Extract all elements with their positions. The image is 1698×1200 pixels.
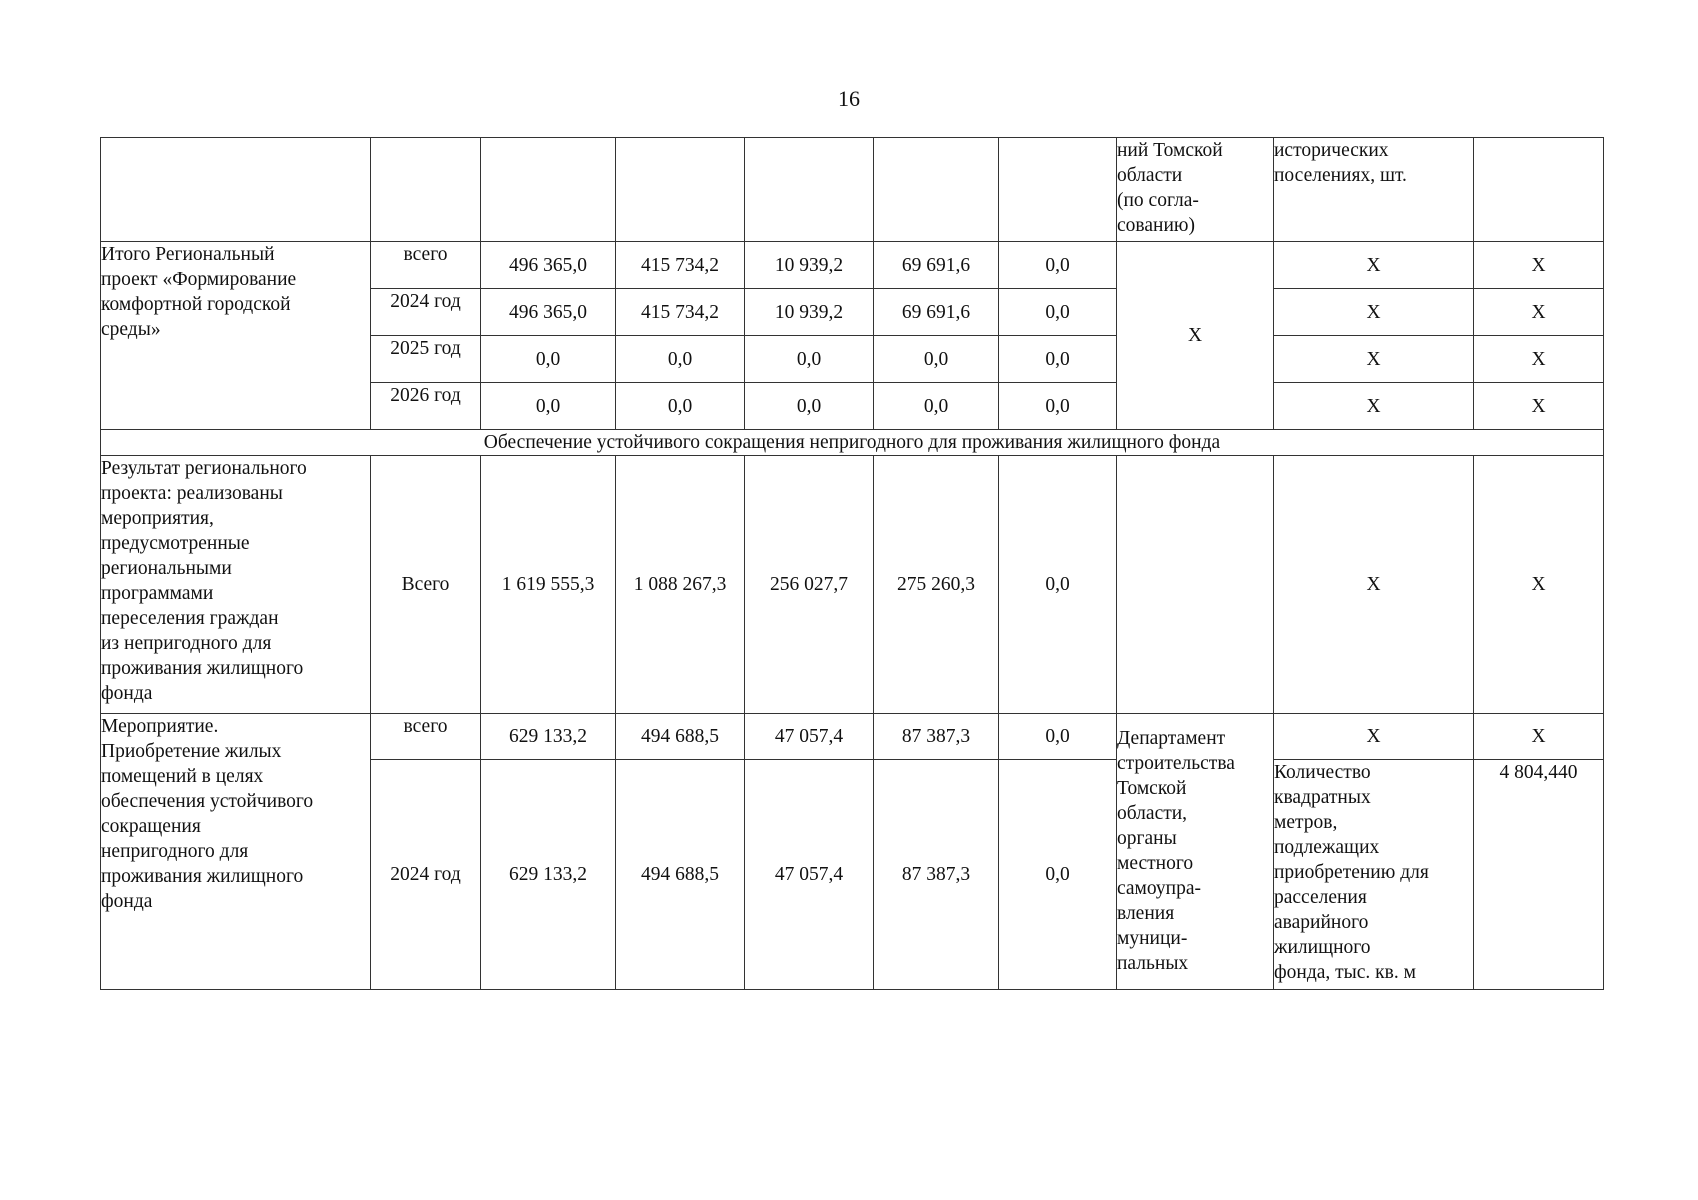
value-cell: 0,0	[999, 383, 1117, 430]
value-cell: 0,0	[481, 336, 616, 383]
total-row-all	[101, 242, 1604, 289]
period-cell: 2024 год	[371, 289, 481, 336]
value-cell: 0,0	[616, 383, 745, 430]
page-number: 16	[838, 86, 860, 111]
measure-name: Мероприятие. Приобретение жилых помещений в целях обеспечения устойчивого сокращения непригодного для проживания жилищного фонда	[101, 714, 371, 990]
period-cell: Всего	[371, 456, 481, 714]
value-cell: 275 260,3	[874, 456, 999, 714]
value-cell: 87 387,3	[874, 760, 999, 990]
indicator-value-cell: 4 804,440	[1474, 760, 1604, 990]
value-cell: 1 088 267,3	[616, 456, 745, 714]
indicator-value-cell: X	[1474, 242, 1604, 289]
program-table	[100, 137, 1604, 990]
section-title: Обеспечение устойчивого сокращения непригодного для проживания жилищного фонда	[101, 430, 1604, 456]
result-row	[101, 456, 1604, 714]
indicator-value-cell: X	[1474, 383, 1604, 430]
value-cell: 69 691,6	[874, 289, 999, 336]
period-cell: всего	[371, 242, 481, 289]
value-cell: 1 619 555,3	[481, 456, 616, 714]
period-cell: 2025 год	[371, 336, 481, 383]
value-cell: 0,0	[999, 714, 1117, 760]
value-cell: 10 939,2	[745, 289, 874, 336]
value-cell: 494 688,5	[616, 714, 745, 760]
measure-row-all	[101, 714, 1604, 760]
value-cell: 0,0	[616, 336, 745, 383]
value-cell: 47 057,4	[745, 714, 874, 760]
continuation-row	[101, 138, 1604, 242]
indicator-value-cell: X	[1474, 456, 1604, 714]
period-cell: 2026 год	[371, 383, 481, 430]
indicator-cell: X	[1274, 383, 1474, 430]
result-name: Результат регионального проекта: реализованы мероприятия, предусмотренные региональными программами переселения граждан из непригодного для проживания жилищного фонда	[101, 456, 371, 714]
total-project-name: Итого Региональный проект «Формирование комфортной городской среды»	[101, 242, 371, 430]
indicator-cell: исторических поселениях, шт.	[1274, 138, 1474, 242]
indicator-value-cell: X	[1474, 714, 1604, 760]
value-cell: 0,0	[999, 289, 1117, 336]
period-cell: 2024 год	[371, 760, 481, 990]
indicator-cell: X	[1274, 456, 1474, 714]
value-cell: 629 133,2	[481, 714, 616, 760]
value-cell: 629 133,2	[481, 760, 616, 990]
value-cell: 0,0	[874, 336, 999, 383]
indicator-cell: X	[1274, 336, 1474, 383]
value-cell: 10 939,2	[745, 242, 874, 289]
indicator-cell: X	[1274, 714, 1474, 760]
executor-cell: ний Томской области (по согла- сованию)	[1117, 138, 1274, 242]
value-cell: 0,0	[745, 336, 874, 383]
value-cell: 0,0	[999, 336, 1117, 383]
value-cell: 0,0	[999, 242, 1117, 289]
indicator-cell: Количество квадратных метров, подлежащих приобретению для расселения аварийного жилищного фонда, тыс. кв. м	[1274, 760, 1474, 990]
value-cell: 47 057,4	[745, 760, 874, 990]
value-cell: 0,0	[999, 760, 1117, 990]
section-header-row	[101, 430, 1604, 456]
indicator-cell: X	[1274, 242, 1474, 289]
indicator-cell: X	[1274, 289, 1474, 336]
value-cell: 256 027,7	[745, 456, 874, 714]
result-executor-cell	[1117, 456, 1274, 714]
value-cell: 496 365,0	[481, 242, 616, 289]
value-cell: 0,0	[745, 383, 874, 430]
value-cell: 415 734,2	[616, 289, 745, 336]
indicator-value-cell: X	[1474, 289, 1604, 336]
value-cell: 496 365,0	[481, 289, 616, 336]
measure-executor-cell: Департамент строительства Томской области, органы местного самоупра- вления муници- пальных	[1117, 714, 1274, 990]
value-cell: 0,0	[874, 383, 999, 430]
value-cell: 0,0	[999, 456, 1117, 714]
period-cell: всего	[371, 714, 481, 760]
value-cell: 415 734,2	[616, 242, 745, 289]
value-cell: 87 387,3	[874, 714, 999, 760]
value-cell: 0,0	[481, 383, 616, 430]
total-executor-cell: X	[1117, 242, 1274, 430]
indicator-value-cell: X	[1474, 336, 1604, 383]
value-cell: 494 688,5	[616, 760, 745, 990]
value-cell: 69 691,6	[874, 242, 999, 289]
